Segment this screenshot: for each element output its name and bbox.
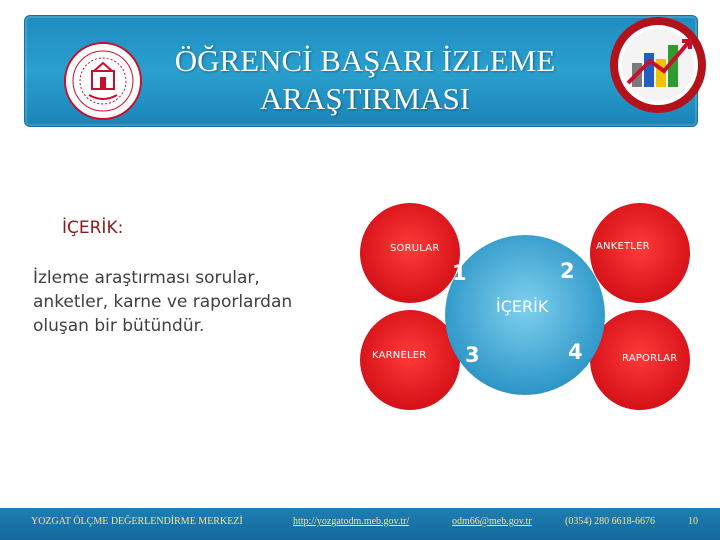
label-karneler: KARNELER (372, 350, 427, 361)
number-3: 3 (465, 343, 480, 367)
label-raporlar: RAPORLAR (622, 353, 678, 364)
page-title (155, 42, 575, 118)
center-label: İÇERİK (496, 297, 549, 316)
footer-email-link[interactable]: odm66@meb.gov.tr (452, 516, 532, 527)
header-banner (24, 15, 698, 127)
meb-logo-icon (63, 41, 143, 121)
page-number: 10 (688, 516, 698, 527)
content-body: İzleme araştırması sorular, anketler, karne ve raporlardan oluşan bir bütündür. (33, 268, 293, 336)
number-4: 4 (568, 340, 583, 364)
number-1: 1 (452, 261, 467, 285)
footer-bar (0, 508, 720, 540)
content-diagram (350, 195, 700, 425)
title-line-2: ARAŞTIRMASI (259, 81, 471, 116)
label-sorular: SORULAR (390, 243, 440, 254)
yozgat-olcme-merkezi-logo-icon (610, 15, 706, 115)
number-2: 2 (560, 259, 575, 283)
title-line-1: ÖĞRENCİ BAŞARI İZLEME (174, 43, 556, 78)
footer-org: YOZGAT ÖLÇME DEĞERLENDİRME MERKEZİ (31, 516, 243, 527)
content-heading: İÇERİK: (62, 218, 124, 238)
petal-anketler (590, 203, 690, 303)
footer-website-link[interactable]: http://yozgatodm.meb.gov.tr/ (293, 516, 410, 527)
footer-phone: (0354) 280 6618-6676 (565, 516, 655, 527)
label-anketler: ANKETLER (596, 241, 650, 252)
